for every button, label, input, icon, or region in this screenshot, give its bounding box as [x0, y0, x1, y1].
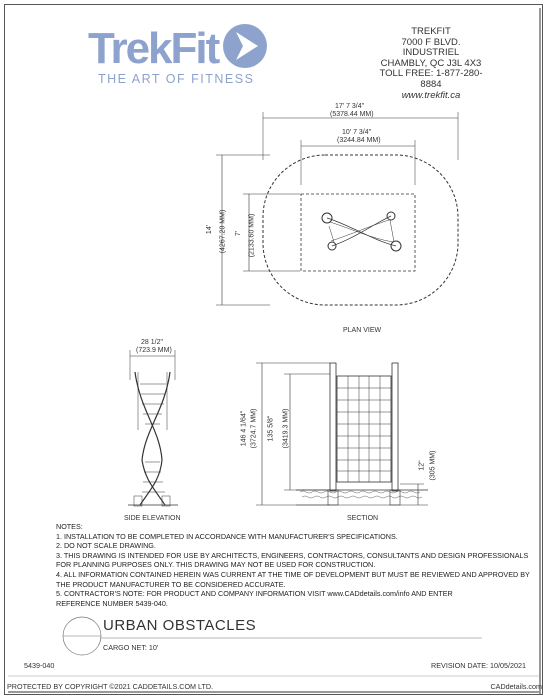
- plan-overall-width: 17' 7 3/4": [335, 103, 365, 110]
- note-line: 5. CONTRACTOR'S NOTE: FOR PRODUCT AND COMPANY INFORMATION VISIT www.CADdetails.com/info AND ENTER: [56, 589, 453, 599]
- side-elevation-drawing: [128, 350, 178, 506]
- plan-equipment-depth: 7': [235, 230, 243, 237]
- drawing-title: URBAN OBSTACLES: [103, 617, 257, 634]
- caddetails-brand: CADdetails.com: [490, 682, 542, 691]
- plan-equipment-width-mm: (3244.84 MM): [337, 137, 381, 144]
- copyright-notice: PROTECTED BY COPYRIGHT ©2021 CADDETAILS.COM LTD.: [7, 682, 214, 691]
- plan-equipment-width: 10' 7 3/4": [342, 129, 372, 136]
- logo-wordmark: TrekFit: [88, 24, 219, 73]
- note-line: FOR PLANNING PURPOSES ONLY. THIS DRAWING MAY NOT BE USED FOR CONSTRUCTION.: [56, 560, 376, 570]
- section-caption: SECTION: [347, 515, 379, 522]
- company-phone: TOLL FREE: 1-877-280-8884: [379, 68, 483, 90]
- notes-heading: NOTES:: [56, 522, 83, 531]
- company-address-block: [372, 27, 490, 101]
- company-address-line1: 7000 F BLVD. INDUSTRIEL: [401, 36, 461, 59]
- side-elevation-caption: SIDE ELEVATION: [124, 515, 181, 522]
- section-overall-height: 146 4 1/64": [240, 410, 248, 447]
- drawing-subtitle: CARGO NET: 10': [103, 643, 159, 652]
- plan-equipment-depth-mm: (2133.60 MM): [248, 213, 256, 258]
- trekfit-logo-icon: [223, 24, 267, 68]
- notes-block: [56, 522, 530, 608]
- plan-overall-depth-mm: (4267.20 MM): [219, 209, 227, 254]
- section-footing-depth: 12": [418, 460, 426, 471]
- section-overall-height-mm: (3724.7 MM): [250, 408, 258, 449]
- revision-date: REVISION DATE: 10/05/2021: [431, 661, 526, 670]
- side-elevation-width-mm: (723.9 MM): [136, 347, 172, 354]
- note-line: 2. DO NOT SCALE DRAWING.: [56, 541, 156, 551]
- drawing-number: 5439-040: [24, 661, 55, 670]
- company-website: www.trekfit.ca: [401, 89, 461, 101]
- section-inner-height-mm: (3419.3 MM): [282, 408, 290, 449]
- note-line: 3. THIS DRAWING IS INTENDED FOR USE BY ARCHITECTS, ENGINEERS, CONTRACTORS, CONSULTANTS AND DESIGN PROFESSIONALS: [56, 550, 529, 560]
- plan-view-caption: PLAN VIEW: [343, 327, 382, 334]
- logo-tagline: THE ART OF FITNESS: [98, 72, 255, 86]
- note-line: 1. INSTALLATION TO BE COMPLETED IN ACCORDANCE WITH MANUFACTURER'S SPECIFICATIONS.: [56, 531, 398, 541]
- side-elevation-width: 28 1/2": [141, 339, 163, 346]
- title-block: [103, 617, 256, 634]
- plan-overall-depth: 14': [206, 224, 214, 235]
- section-footing-depth-mm: (305 MM): [429, 450, 437, 481]
- note-line: REFERENCE NUMBER 5439-040.: [56, 598, 168, 608]
- note-line: 4. ALL INFORMATION CONTAINED HEREIN WAS CURRENT AT THE TIME OF DEVELOPMENT BUT MUST BE REVIEWED AND APPROVED BY: [56, 569, 530, 579]
- plan-overall-width-mm: (5378.44 MM): [330, 111, 374, 118]
- company-address-line2: CHAMBLY, QC J3L 4X3: [380, 57, 482, 69]
- section-inner-height: 135 5/8": [267, 415, 275, 442]
- company-name: TREKFIT: [411, 26, 451, 37]
- note-line: THE PRODUCT MANUFACTURER TO BE CONSIDERED ACCURATE.: [56, 579, 286, 589]
